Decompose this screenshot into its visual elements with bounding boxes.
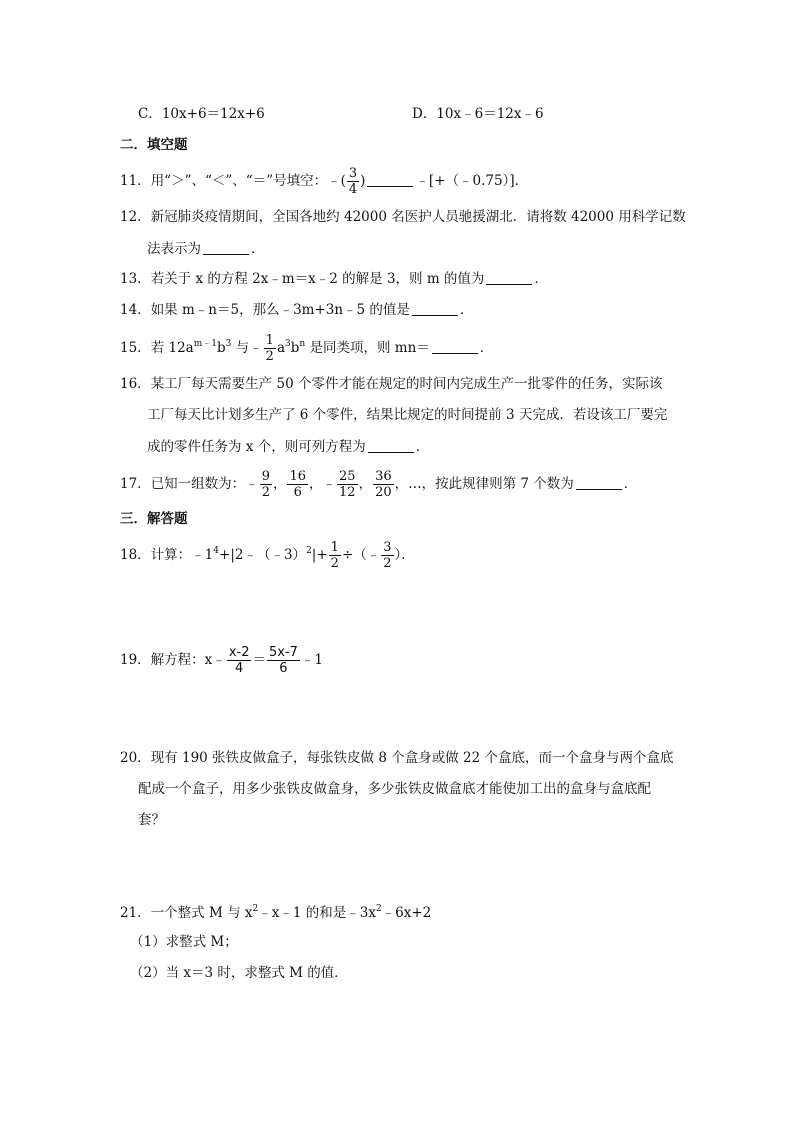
q15-frac-num: 1 [265,333,274,348]
q19-f2-den: 6 [279,661,288,676]
q18-fraction-2 [381,540,393,571]
q18-mid3: ÷（﹣ [341,547,381,563]
q16-line1: 某工厂每天需要生产 50 个零件才能在规定的时间内完成生产一批零件的任务，实际该 [150,376,663,392]
q19-fraction-2 [267,645,300,676]
q13-post: ． [534,271,548,287]
q17-number: 17． [120,476,151,492]
q13-number: 13． [120,271,151,287]
q11-post: ﹣[+（﹣0.75）]． [415,173,529,189]
q12-number: 12． [120,209,151,225]
question-18 [120,540,415,571]
q17-f4-den: 20 [375,485,392,500]
q11-fraction [347,166,359,197]
q21-number: 21． [120,905,151,921]
q19-f1-num: x-2 [228,645,250,660]
q14-text: 如果 m﹣n＝5，那么﹣3m+3n﹣5 的值是 [150,302,410,318]
q17-f1-num: 9 [261,469,270,484]
q19-pre: 解方程：x﹣ [150,652,226,668]
section-fill-blank: 二．填空题 [120,137,188,153]
question-20-line3: 套？ [138,812,165,828]
q19-f1-den: 4 [235,661,244,676]
q18-post: ）． [394,547,415,563]
q21-part2: ﹣x﹣1 的和是﹣3x [258,905,376,921]
q14-answer-blank[interactable] [412,303,458,316]
q19-fraction-1 [227,645,252,676]
q20-line1: 现有 190 张铁皮做盒子，每张铁皮做 8 个盒身或做 22 个盒底，而一个盒身与两个盒底 [150,750,674,766]
option-d-expr: 10x﹣6＝12x﹣6 [436,106,544,122]
q16-answer-blank[interactable] [368,440,414,453]
q17-pre: 已知一组数为：﹣ [150,476,259,492]
question-16-line3 [147,437,429,457]
q14-post: ． [459,302,474,318]
q18-f2-num: 3 [383,540,392,555]
question-21 [120,903,431,923]
q17-f2-num: 16 [289,469,307,484]
q15-part4: a [276,340,286,356]
question-11 [120,166,528,197]
q15-part2: b [216,340,226,356]
q11-answer-blank[interactable] [367,174,413,187]
q15-part5: b [290,340,300,356]
q20-number: 20． [120,750,151,766]
question-15 [120,333,493,364]
q18-number: 18． [120,547,151,563]
q18-sup2: 2 [306,546,312,556]
q17-sep3: ， [358,476,373,492]
q21-sup1: 2 [252,904,259,914]
q18-f1-den: 2 [330,556,339,571]
section-solve: 三．解答题 [120,511,188,527]
question-16-line2: 工厂每天比计划多生产了 6 个零件，结果比规定的时间提前 3 天完成．若设该工厂要完 [147,407,668,423]
q12-line2-post: ． [251,241,265,257]
q21-part3: ﹣6x+2 [381,905,432,921]
q19-eq: ＝ [252,652,266,668]
q16-line3-post: ． [415,439,430,455]
q17-f4-num: 36 [375,469,392,484]
q12-answer-blank[interactable] [203,242,249,255]
q17-fraction-1 [260,469,272,500]
question-21-sub2: （2）当 x＝3 时，求整式 M 的值． [130,965,348,981]
question-14 [120,300,473,320]
q18-mid2: |+ [311,547,328,563]
q18-f1-num: 1 [330,540,339,555]
q15-sup1: m﹣1 [193,339,217,349]
question-13 [120,269,548,289]
q11-mid: ) [360,173,366,189]
q19-number: 19． [120,652,151,668]
q15-number: 15． [120,340,151,356]
question-17 [120,469,637,500]
q15-sup3: 3 [285,339,291,349]
question-16-line1 [120,374,662,394]
question-21-sub1: （1）求整式 M； [130,934,238,950]
q12-line2-pre: 法表示为 [147,241,201,257]
q11-number: 11． [120,173,151,189]
q18-f2-den: 2 [383,556,392,571]
q12-line1: 新冠肺炎疫情期间，全国各地约 42000 名医护人员驰援湖北．请将数 42000 用科学记数 [150,209,686,225]
q15-part6: 是同类项，则 mn＝ [305,340,430,356]
question-19 [120,645,323,676]
q17-f2-den: 6 [293,485,302,500]
q17-fraction-3 [337,469,358,500]
q17-post-pre: ，…，按此规律则第 7 个数为 [394,476,574,492]
q13-text: 若关于 x 的方程 2x﹣m＝x﹣2 的解是 3，则 m 的值为 [150,271,485,287]
q17-f3-den: 12 [339,485,356,500]
option-c-expr: 10x+6＝12x+6 [161,106,265,122]
q11-frac-num: 3 [348,166,358,181]
q19-f2-num: 5x-7 [268,645,298,660]
q11-pre: 用“＞”、“＜”、“＝”号填空：﹣( [150,173,346,189]
q15-fraction [264,333,276,364]
q15-sup4: n [299,339,306,349]
q17-answer-blank[interactable] [576,477,622,490]
q13-answer-blank[interactable] [486,272,532,285]
q15-post: ． [479,340,494,356]
q17-f1-den: 2 [261,485,270,500]
q18-pre: 计算：﹣1 [150,547,214,563]
q17-fraction-2 [287,469,308,500]
option-c [138,102,265,122]
option-d-label: D． [412,106,437,122]
q18-sup1: 4 [213,546,220,556]
q21-part1: 一个整式 M 与 x [150,905,253,921]
q15-part1: 若 12a [150,340,194,356]
q18-fraction-1 [329,540,341,571]
q15-part3: 与﹣ [231,340,263,356]
option-d [412,102,544,122]
q17-post: ． [623,476,638,492]
q17-fraction-4 [373,469,394,500]
question-12-line1 [120,207,686,227]
q14-number: 14． [120,302,151,318]
q11-frac-den: 4 [348,182,358,197]
q17-sep2: ，﹣ [309,476,337,492]
question-20-line2: 配成一个盒子，用多少张铁皮做盒身，多少张铁皮做盒底才能使加工出的盒身与盒底配 [138,781,651,797]
question-20-line1 [120,748,673,768]
question-12-line2 [147,239,265,259]
q15-sup2: 3 [225,339,232,349]
q17-f3-num: 25 [339,469,356,484]
q16-line3-pre: 成的零件任务为 x 个，则可列方程为 [147,439,366,455]
q21-sup2: 2 [375,904,382,914]
q18-mid: +|2﹣（﹣3） [219,547,307,563]
q15-frac-den: 2 [265,349,274,364]
option-c-label: C． [138,106,162,122]
q19-post: ﹣1 [300,652,323,668]
q15-answer-blank[interactable] [432,341,478,354]
q16-number: 16． [120,376,151,392]
q17-sep1: ， [272,476,287,492]
